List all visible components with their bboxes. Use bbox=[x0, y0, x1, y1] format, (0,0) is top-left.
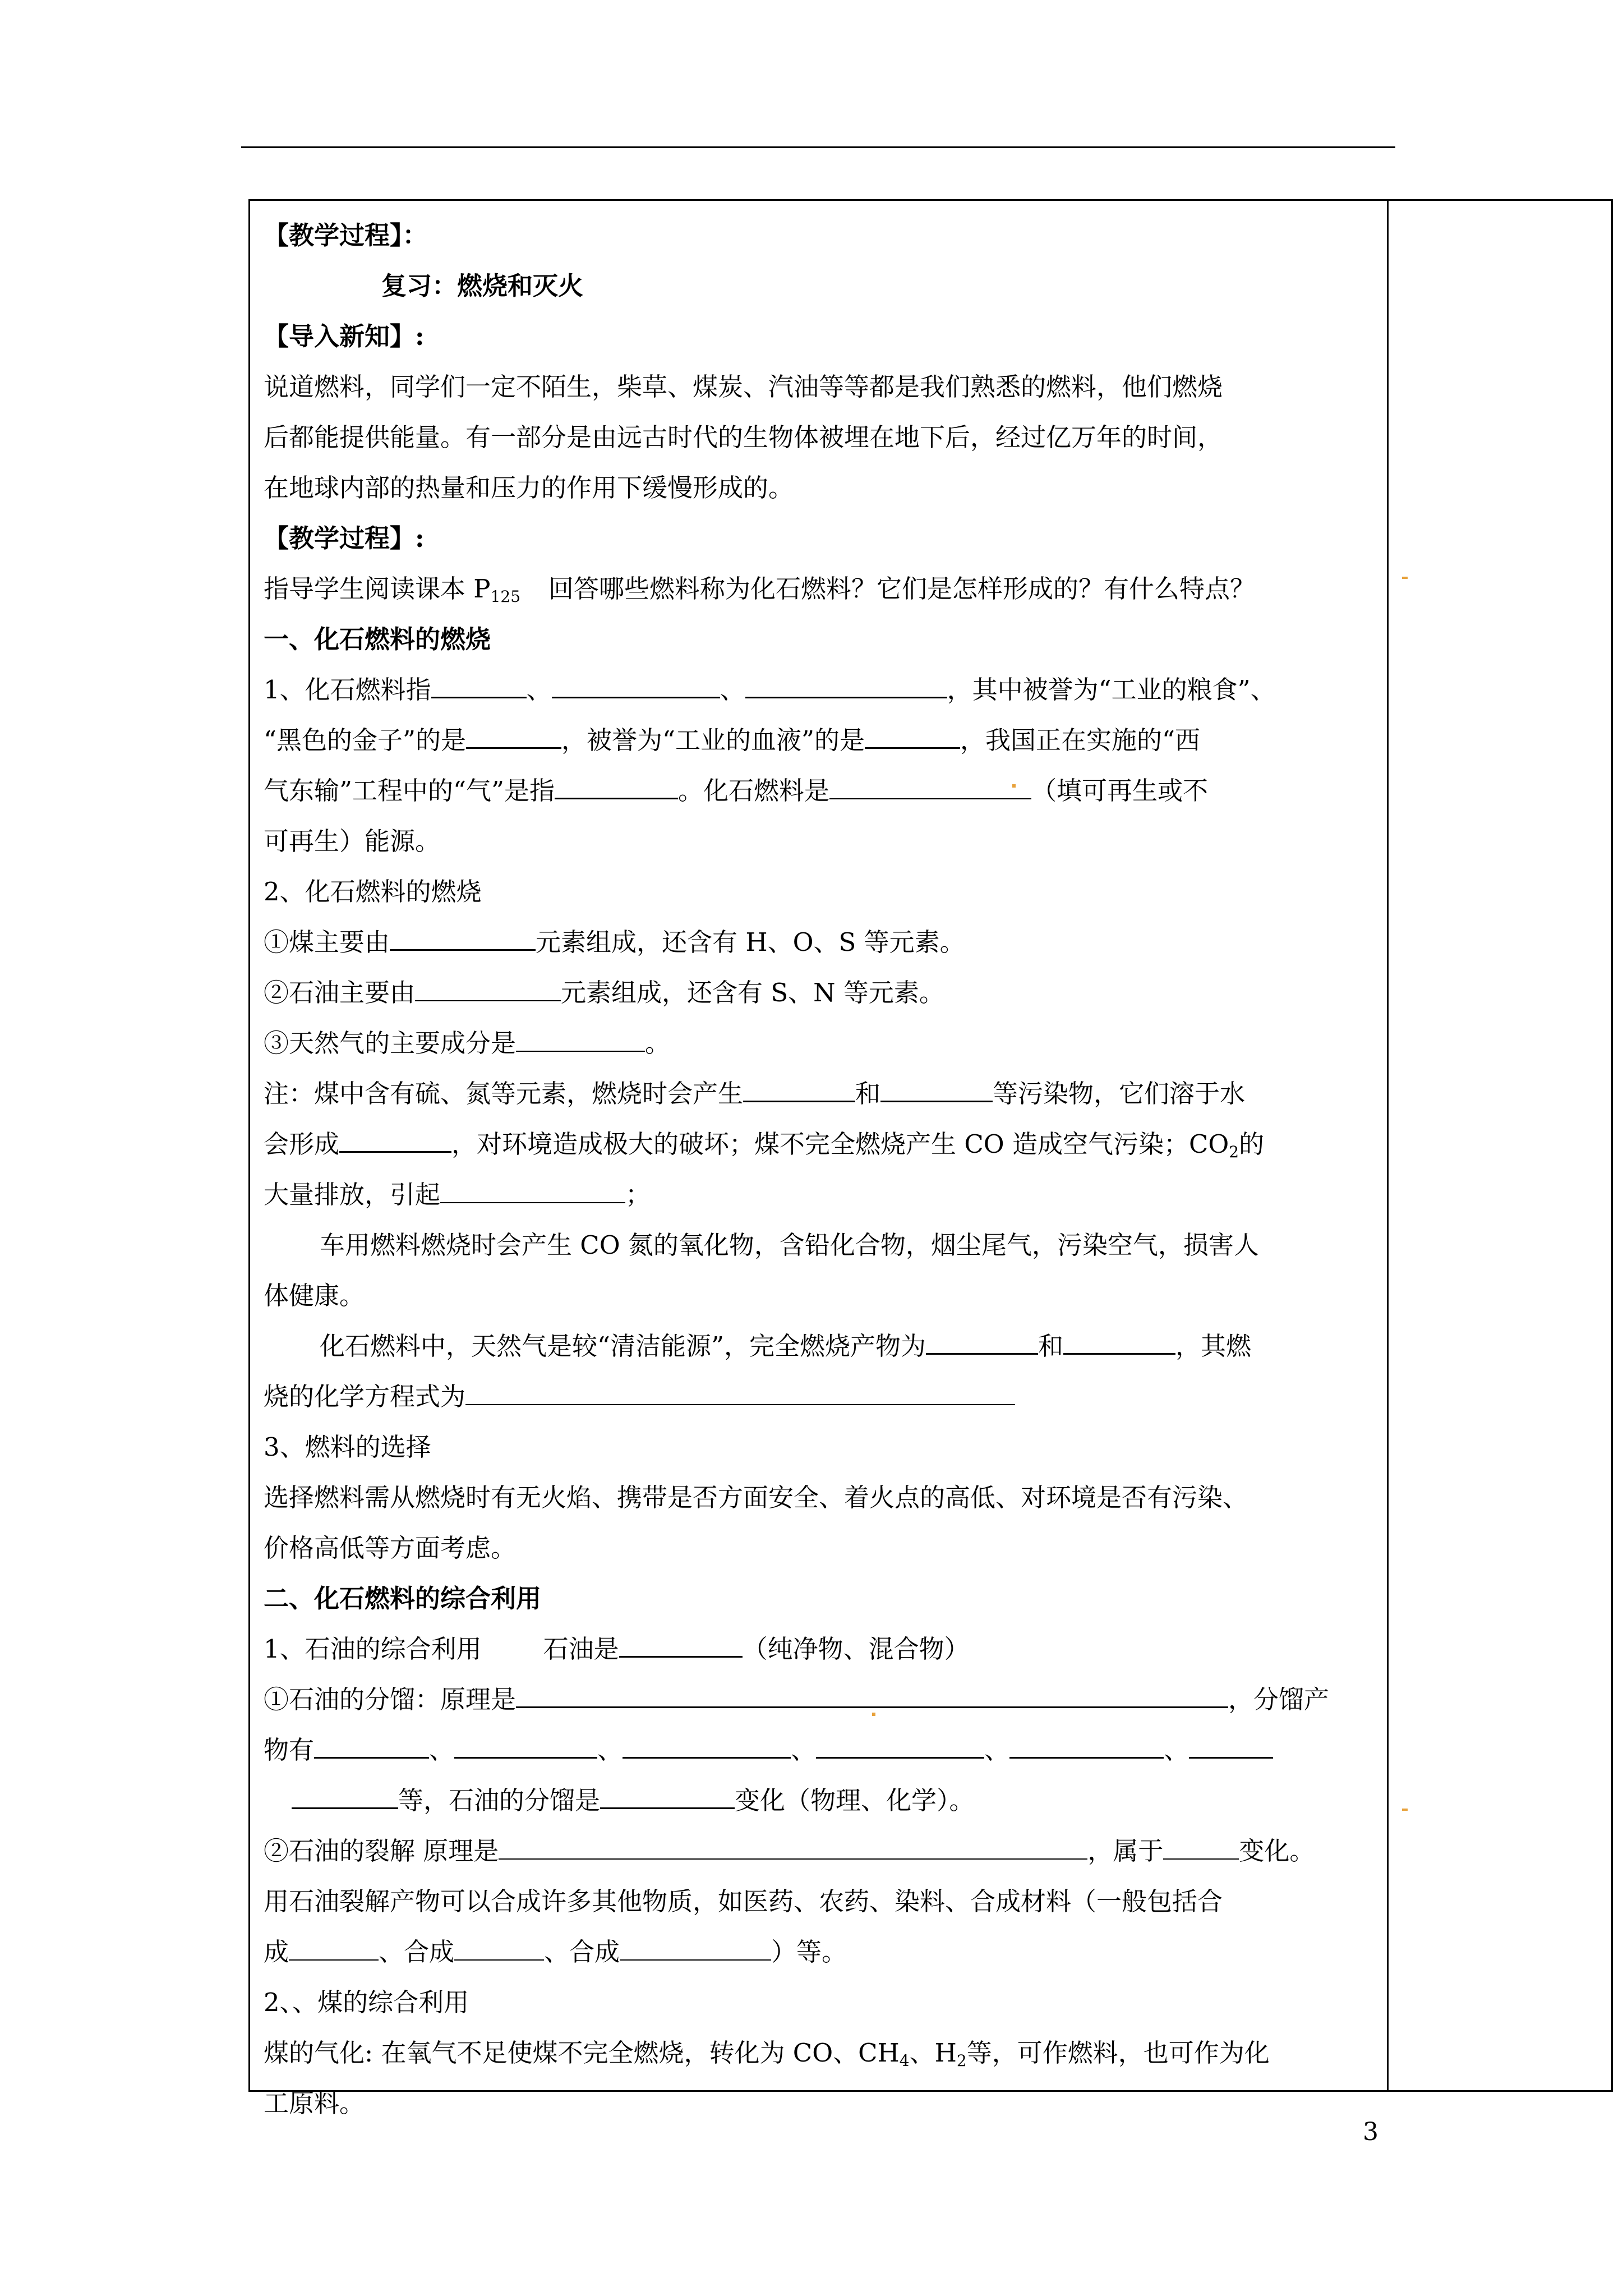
question-line: 可再生）能源。 bbox=[264, 826, 441, 856]
lesson-content bbox=[264, 210, 1380, 2129]
paragraph-line: 说道燃料，同学们一定不陌生，柴草、煤炭、汽油等等都是我们熟悉的燃料，他们燃烧 bbox=[264, 372, 1223, 402]
fill-blank[interactable] bbox=[289, 1937, 379, 1961]
paragraph-line: 选择燃料需从燃烧时有无火焰、携带是否方面安全、着火点的高低、对环境是否有污染、 bbox=[264, 1483, 1248, 1512]
fill-blank[interactable] bbox=[454, 1937, 544, 1961]
fill-blank[interactable] bbox=[499, 1836, 1087, 1860]
fill-blank[interactable] bbox=[555, 775, 678, 799]
margin-mark bbox=[1402, 1809, 1408, 1811]
fill-blank[interactable] bbox=[552, 674, 720, 698]
fill-blank[interactable] bbox=[454, 1734, 597, 1759]
fill-blank[interactable] bbox=[1063, 1331, 1175, 1355]
review-line: 复习：燃烧和灭火 bbox=[381, 271, 584, 301]
fill-blank[interactable] bbox=[619, 1634, 743, 1658]
fill-blank[interactable] bbox=[620, 1937, 771, 1961]
paragraph-line: 体健康。 bbox=[264, 1281, 365, 1310]
fill-blank[interactable] bbox=[623, 1734, 791, 1759]
reading-instruction: 指导学生阅读课本 $P_{125}$ 回答哪些燃料称为化石燃料？它们是怎样形成的？有什么特点？ bbox=[264, 574, 1256, 606]
fill-blank[interactable] bbox=[1163, 1836, 1239, 1860]
question-line: 大量排放，引起 ； bbox=[264, 1180, 651, 1209]
fill-blank[interactable] bbox=[465, 1382, 1015, 1405]
question-line: ①石油的分馏：原理是 ，分馏产 bbox=[264, 1685, 1330, 1714]
fill-blank[interactable] bbox=[1189, 1734, 1273, 1759]
page-number: 3 bbox=[1363, 2118, 1378, 2146]
fill-blank[interactable] bbox=[466, 725, 561, 749]
question-line: 气东输”工程中的“气”是指 。化石燃料是 （填可再生或不 bbox=[264, 776, 1209, 806]
fill-blank[interactable] bbox=[829, 776, 1031, 799]
fill-blank[interactable] bbox=[440, 1180, 625, 1203]
question-line: 烧的化学方程式为 bbox=[264, 1372, 1380, 1422]
subsection-heading: 2、、煤的综合利用 bbox=[264, 1987, 469, 2017]
fill-blank[interactable] bbox=[926, 1331, 1038, 1355]
fill-blank[interactable] bbox=[516, 1684, 1228, 1708]
question-line: 注：煤中含有硫、氮等元素，燃烧时会产生 和 等污染物，它们溶于水 bbox=[264, 1079, 1246, 1108]
paragraph-line: 车用燃料燃烧时会产生 CO 氮的氧化物，含铅化合物，烟尘尾气，污染空气，损害人 bbox=[320, 1230, 1259, 1260]
question-line: 1、化石燃料指 、 、 ，其中被誉为“工业的粮食”、 bbox=[264, 675, 1276, 705]
fill-blank[interactable] bbox=[339, 1129, 451, 1153]
question-line: ①煤主要由 元素组成，还含有 H、O、S 等元素。 bbox=[264, 927, 965, 957]
fill-blank[interactable] bbox=[415, 978, 561, 1001]
question-line: “黑色的金子”的是 ，被誉为“工业的血液”的是 ，我国正在实施的“西 bbox=[264, 725, 1201, 755]
section-heading: 【教学过程】: bbox=[264, 523, 425, 553]
question-line: ②石油的裂解 原理是 ，属于 变化。 bbox=[264, 1836, 1315, 1866]
fill-blank[interactable] bbox=[816, 1734, 984, 1759]
question-line: ②石油主要由 元素组成，还含有 S、N 等元素。 bbox=[264, 978, 944, 1007]
notes-table-cell bbox=[1389, 199, 1613, 2092]
subsection-heading: 2、化石燃料的燃烧 bbox=[264, 877, 482, 907]
fill-blank[interactable] bbox=[1009, 1734, 1164, 1759]
header-rule bbox=[241, 146, 1395, 148]
paragraph-line: 后都能提供能量。有一部分是由远古时代的生物体被埋在地下后，经过亿万年的时间， bbox=[264, 422, 1223, 452]
question-line: 会形成 ，对环境造成极大的破坏；煤不完全燃烧产生 CO 造成空气污染；$CO_2$的 bbox=[264, 1129, 1265, 1161]
paragraph-line: 价格高低等方面考虑。 bbox=[264, 1533, 517, 1563]
paragraph-line: 用石油裂解产物可以合成许多其他物质，如医药、农药、染料、合成材料（一般包括合 bbox=[264, 1887, 1223, 1916]
section-heading: 【导入新知】: bbox=[264, 321, 425, 351]
subsection-heading: 3、燃料的选择 bbox=[264, 1432, 431, 1462]
question-line: 等，石油的分馏是 变化（物理、化学）。 bbox=[264, 1775, 1380, 1826]
fill-blank[interactable] bbox=[516, 1028, 645, 1052]
fill-blank[interactable] bbox=[865, 725, 960, 749]
fill-blank[interactable] bbox=[880, 1078, 993, 1102]
fill-blank[interactable] bbox=[431, 674, 527, 698]
paragraph-line: 工原料。 bbox=[264, 2088, 365, 2118]
fill-blank[interactable] bbox=[292, 1785, 398, 1809]
fill-blank[interactable] bbox=[743, 1078, 855, 1102]
question-line: 化石燃料中，天然气是较“清洁能源”，完全燃烧产物为 和 ，其燃 bbox=[320, 1331, 1252, 1361]
paragraph-line: 在地球内部的热量和压力的作用下缓慢形成的。 bbox=[264, 473, 794, 503]
fill-blank[interactable] bbox=[390, 927, 536, 951]
question-line: 1、石油的综合利用 石油是 （纯净物、混合物） bbox=[264, 1634, 970, 1664]
question-line: 成 、合成 、合成 ）等。 bbox=[264, 1937, 847, 1967]
margin-mark bbox=[1402, 577, 1408, 579]
section-heading: 一、化石燃料的燃烧 bbox=[264, 624, 491, 654]
section-heading: 【教学过程】： bbox=[264, 220, 428, 250]
paragraph-line: 煤的气化: 在氧气不足使煤不完全燃烧，转化为 CO、$CH_4$、$H_2$等，可作燃料，也可作为化 bbox=[264, 2038, 1270, 2070]
fill-blank[interactable] bbox=[745, 674, 947, 698]
fill-blank[interactable] bbox=[314, 1734, 429, 1759]
question-line: ③天然气的主要成分是 。 bbox=[264, 1028, 671, 1058]
fill-blank[interactable] bbox=[600, 1785, 735, 1809]
question-line: 物有 、 、 、 、 、 bbox=[264, 1725, 1380, 1775]
section-heading: 二、化石燃料的综合利用 bbox=[264, 1584, 542, 1613]
